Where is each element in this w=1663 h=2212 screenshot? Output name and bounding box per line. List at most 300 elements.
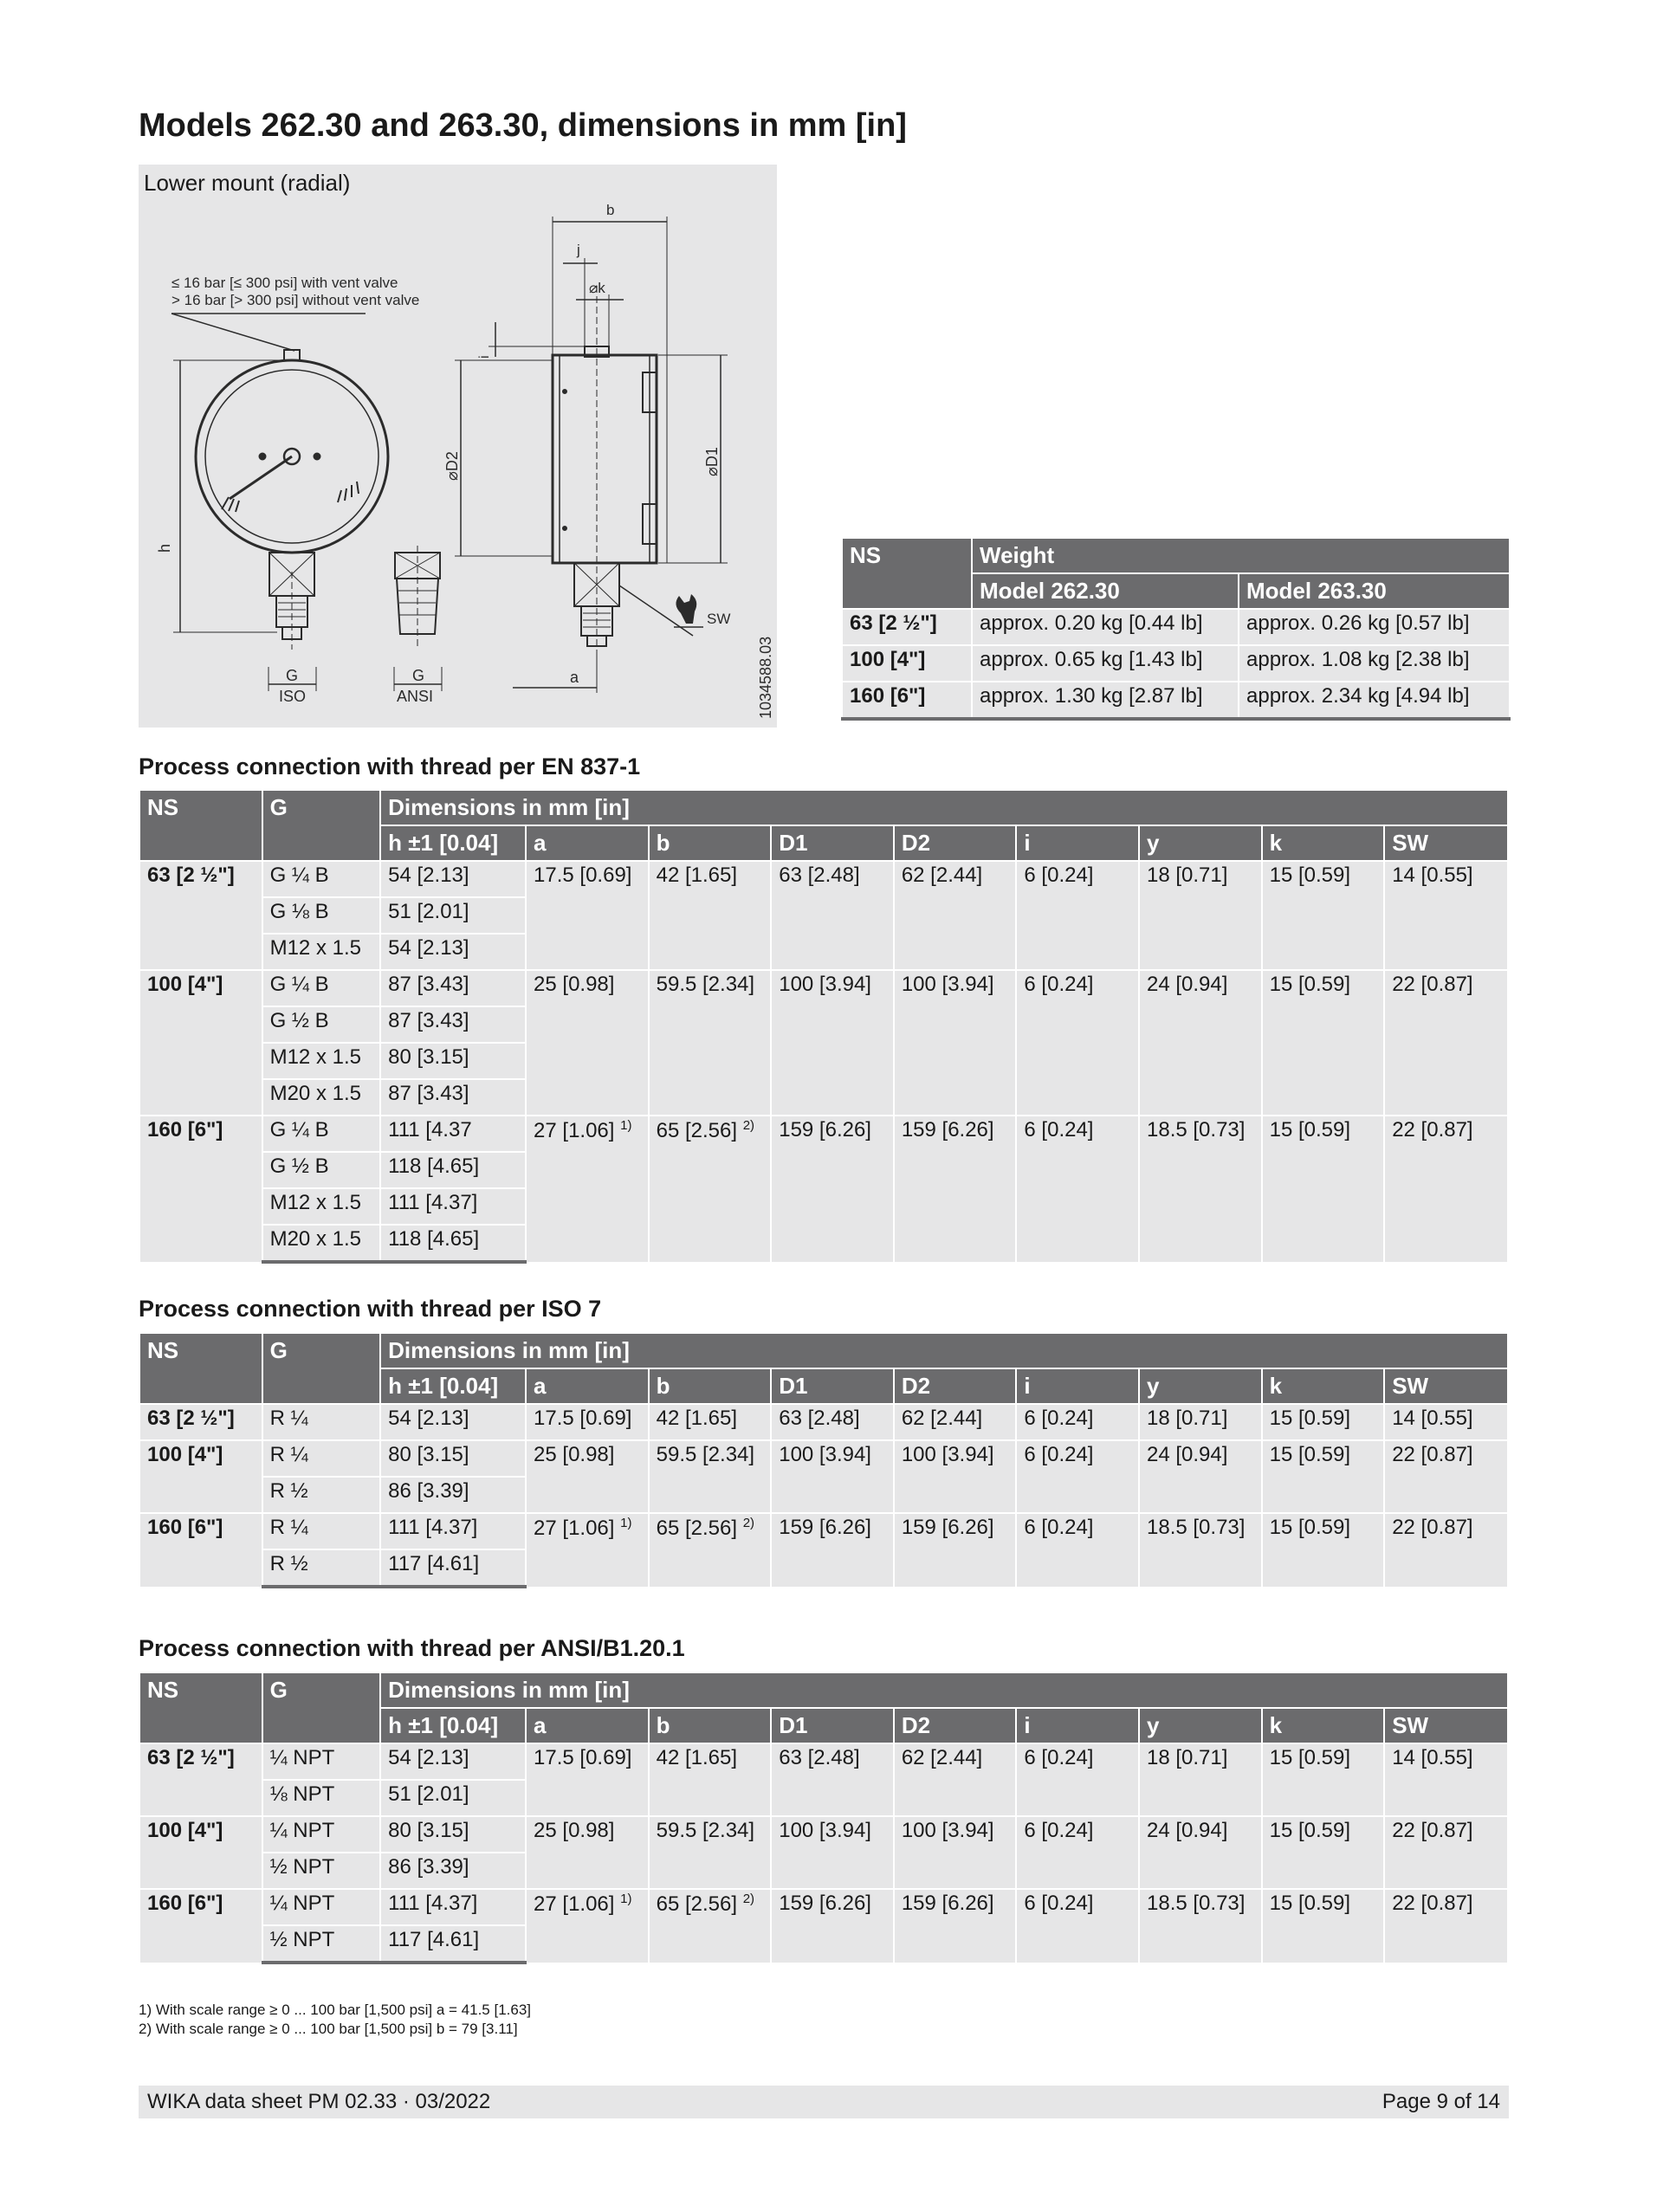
cell-value: 15 [0.59] [1269,1407,1351,1430]
label-j: j [577,242,580,258]
cell-sw [1384,1513,1508,1587]
cell-y [1139,1116,1262,1262]
table-row [139,1440,1508,1477]
weight-cell-ns: 160 [6"] [842,682,972,719]
cell-d2 [894,1743,1017,1816]
cell-value: 22 [0.87] [1392,1118,1473,1142]
cell-h: 54 [2.13] [380,1404,526,1440]
cell-value: 42 [1.65] [656,1407,738,1430]
weight-row [842,609,1510,645]
cell-i [1016,861,1139,970]
ansi-dimension-table [139,1672,1509,1964]
cell-i [1016,1404,1139,1440]
cell-h: 86 [3.39] [380,1477,526,1513]
cell-h: 87 [3.43] [380,1079,526,1116]
header-g: G [262,790,381,861]
header-dimensions: Dimensions in mm [in] [380,1672,1508,1708]
cell-k [1262,861,1385,970]
cell-g: M12 x 1.5 [262,934,381,970]
cell-a [526,970,649,1116]
cell-i [1016,1513,1139,1587]
cell-value: 22 [0.87] [1392,1892,1473,1915]
cell-sw [1384,1889,1508,1963]
cell-h: 117 [4.61] [380,1925,526,1963]
label-k: ⌀k [589,280,605,296]
label-g-iso: G [286,667,299,684]
cell-k [1262,1116,1385,1262]
cell-value: 27 [1.06] [534,1892,615,1916]
header-ns: NS [139,790,262,861]
header-k: k [1262,1708,1385,1743]
header-y: y [1139,825,1262,861]
header-y: y [1139,1368,1262,1404]
cell-value: 63 [2.48] [779,1407,860,1430]
cell-h: 87 [3.43] [380,970,526,1006]
weight-row [842,645,1510,682]
weight-table [841,537,1511,721]
table-row [139,1743,1508,1780]
cell-d1 [771,1116,894,1262]
cell-g: R ½ [262,1549,381,1587]
weight-cell-model-262: approx. 0.65 kg [1.43 lb] [972,645,1239,682]
cell-y [1139,1513,1262,1587]
weight-cell-model-263: approx. 1.08 kg [2.38 lb] [1239,645,1510,682]
table-row [139,1404,1508,1440]
cell-h: 118 [4.65] [380,1225,526,1262]
cell-h: 54 [2.13] [380,861,526,897]
cell-value: 18.5 [0.73] [1147,1516,1246,1539]
cell-a [526,1816,649,1889]
cell-d2 [894,1404,1017,1440]
cell-value: 59.5 [2.34] [656,1819,755,1842]
cell-g: R ½ [262,1477,381,1513]
cell-i [1016,1440,1139,1513]
gauge-drawing-svg [139,165,777,728]
cell-g: M20 x 1.5 [262,1079,381,1116]
cell-d1 [771,1889,894,1963]
cell-value: 6 [0.24] [1024,863,1094,887]
en837-dimension-table [139,789,1509,1264]
cell-g: ½ NPT [262,1853,381,1889]
footnote-ref: 1) [620,1892,632,1906]
cell-value: 6 [0.24] [1024,1516,1094,1539]
footnotes [139,2001,531,2039]
cell-value: 22 [0.87] [1392,1443,1473,1466]
cell-value: 65 [2.56] [656,1517,738,1540]
header-i: i [1016,825,1139,861]
cell-value: 42 [1.65] [656,863,738,887]
page-footer [139,2086,1509,2118]
cell-value: 15 [0.59] [1269,1892,1351,1915]
weight-header-model-263: Model 263.30 [1239,573,1510,609]
cell-value: 22 [0.87] [1392,973,1473,996]
cell-b [649,1404,772,1440]
cell-ns: 63 [2 ½"] [139,861,262,970]
cell-d2 [894,1116,1017,1262]
cell-ns: 63 [2 ½"] [139,1404,262,1440]
cell-i [1016,1116,1139,1262]
label-h: h [156,543,173,553]
cell-value: 18 [0.71] [1147,1746,1228,1769]
cell-value: 6 [0.24] [1024,1407,1094,1430]
cell-h: 111 [4.37] [380,1889,526,1925]
header-i: i [1016,1368,1139,1404]
cell-y [1139,1440,1262,1513]
cell-y [1139,970,1262,1116]
header-i: i [1016,1708,1139,1743]
header-k: k [1262,825,1385,861]
label-a: a [570,669,579,686]
cell-ns: 100 [4"] [139,1440,262,1513]
cell-k [1262,970,1385,1116]
header-a: a [526,1368,649,1404]
gauge-side-view [553,286,657,658]
cell-ns: 100 [4"] [139,1816,262,1889]
cell-value: 15 [0.59] [1269,973,1351,996]
cell-y [1139,861,1262,970]
label-g-ansi: G [412,667,425,684]
cell-value: 17.5 [0.69] [534,1746,632,1769]
header-dimensions: Dimensions in mm [in] [380,790,1508,825]
cell-g: ¼ NPT [262,1816,381,1853]
cell-h: 111 [4.37] [380,1513,526,1549]
cell-b [649,1116,772,1262]
cell-g: R ¼ [262,1513,381,1549]
header-sw: SW [1384,1708,1508,1743]
header-b: b [649,825,772,861]
section-title-iso7: Process connection with thread per ISO 7 [139,1296,602,1322]
cell-y [1139,1816,1262,1889]
cell-i [1016,970,1139,1116]
cell-value: 27 [1.06] [534,1119,615,1142]
cell-value: 25 [0.98] [534,1443,615,1466]
cell-value: 17.5 [0.69] [534,863,632,887]
cell-value: 6 [0.24] [1024,973,1094,996]
cell-g: M12 x 1.5 [262,1043,381,1079]
label-iso: ISO [279,688,307,705]
footnote-ref: 2) [742,1516,755,1530]
header-d2: D2 [894,1368,1017,1404]
cell-value: 100 [3.94] [779,1443,871,1466]
cell-value: 159 [6.26] [901,1118,994,1142]
weight-header-model-262: Model 262.30 [972,573,1239,609]
cell-value: 42 [1.65] [656,1746,738,1769]
cell-g: R ¼ [262,1440,381,1477]
cell-d1 [771,1743,894,1816]
cell-a [526,1440,649,1513]
cell-value: 22 [0.87] [1392,1819,1473,1842]
footnote-2: 2) With scale range ≥ 0 ... 100 bar [1,500 psi] b = 79 [3.11] [139,2021,518,2037]
cell-value: 14 [0.55] [1392,863,1473,887]
cell-i [1016,1743,1139,1816]
cell-value: 6 [0.24] [1024,1746,1094,1769]
cell-value: 62 [2.44] [901,863,983,887]
header-b: b [649,1708,772,1743]
cell-value: 22 [0.87] [1392,1516,1473,1539]
cell-h: 51 [2.01] [380,1780,526,1816]
header-d1: D1 [771,1708,894,1743]
cell-a [526,1116,649,1262]
cell-d2 [894,970,1017,1116]
cell-ns: 160 [6"] [139,1513,262,1587]
cell-value: 24 [0.94] [1147,1443,1228,1466]
label-d1: ⌀D1 [703,447,721,476]
cell-value: 159 [6.26] [901,1516,994,1539]
cell-k [1262,1440,1385,1513]
cell-h: 111 [4.37 [380,1116,526,1152]
cell-value: 15 [0.59] [1269,1746,1351,1769]
cell-g: R ¼ [262,1404,381,1440]
cell-h: 86 [3.39] [380,1853,526,1889]
cell-sw [1384,970,1508,1116]
header-d1: D1 [771,825,894,861]
table-row [139,1816,1508,1853]
cell-value: 24 [0.94] [1147,1819,1228,1842]
cell-g: G ⅛ B [262,897,381,934]
cell-value: 6 [0.24] [1024,1892,1094,1915]
weight-row [842,682,1510,719]
cell-d2 [894,1889,1017,1963]
cell-k [1262,1513,1385,1587]
cell-value: 18 [0.71] [1147,863,1228,887]
weight-header-weight: Weight [972,538,1510,573]
footnote-ref: 2) [742,1118,755,1133]
header-row [139,1672,1508,1708]
header-d2: D2 [894,1708,1017,1743]
header-row [139,1333,1508,1368]
cell-value: 24 [0.94] [1147,973,1228,996]
cell-k [1262,1404,1385,1440]
cell-h: 118 [4.65] [380,1152,526,1188]
cell-y [1139,1743,1262,1816]
cell-g: G ½ B [262,1006,381,1043]
cell-value: 65 [2.56] [656,1892,738,1916]
cell-a [526,1743,649,1816]
cell-g: M12 x 1.5 [262,1188,381,1225]
header-row [139,790,1508,825]
cell-g: ¼ NPT [262,1743,381,1780]
cell-b [649,861,772,970]
cell-h: 117 [4.61] [380,1549,526,1587]
label-d2: ⌀D2 [443,451,461,481]
weight-cell-ns: 63 [2 ½"] [842,609,972,645]
cell-value: 25 [0.98] [534,973,615,996]
header-y: y [1139,1708,1262,1743]
cell-h: 51 [2.01] [380,897,526,934]
cell-value: 65 [2.56] [656,1119,738,1142]
cell-value: 15 [0.59] [1269,863,1351,887]
cell-value: 159 [6.26] [779,1892,871,1915]
cell-g: M20 x 1.5 [262,1225,381,1262]
weight-cell-model-263: approx. 0.26 kg [0.57 lb] [1239,609,1510,645]
cell-ns: 160 [6"] [139,1116,262,1262]
vent-note-1: ≤ 16 bar [≤ 300 psi] with vent valve [171,275,398,291]
cell-sw [1384,1440,1508,1513]
cell-value: 62 [2.44] [901,1407,983,1430]
footnote-ref: 1) [620,1516,632,1530]
header-d2: D2 [894,825,1017,861]
header-sw: SW [1384,1368,1508,1404]
cell-k [1262,1816,1385,1889]
header-g: G [262,1333,381,1404]
header-a: a [526,825,649,861]
cell-value: 6 [0.24] [1024,1118,1094,1142]
cell-value: 15 [0.59] [1269,1443,1351,1466]
cell-ns: 160 [6"] [139,1889,262,1963]
cell-d1 [771,970,894,1116]
label-ansi: ANSI [397,688,434,705]
cell-value: 100 [3.94] [779,1819,871,1842]
cell-d1 [771,861,894,970]
cell-h: 54 [2.13] [380,1743,526,1780]
cell-b [649,970,772,1116]
cell-value: 14 [0.55] [1392,1407,1473,1430]
cell-value: 100 [3.94] [901,1443,994,1466]
cell-a [526,1889,649,1963]
cell-value: 159 [6.26] [779,1118,871,1142]
cell-h: 80 [3.15] [380,1043,526,1079]
cell-b [649,1889,772,1963]
vent-note-2: > 16 bar [> 300 psi] without vent valve [171,292,420,308]
cell-h: 111 [4.37] [380,1188,526,1225]
cell-y [1139,1889,1262,1963]
cell-sw [1384,1404,1508,1440]
cell-d1 [771,1816,894,1889]
footnote-ref: 2) [742,1892,755,1906]
ansi-socket-view [395,546,440,650]
header-sw: SW [1384,825,1508,861]
label-i: i [477,355,492,359]
cell-value: 159 [6.26] [901,1892,994,1915]
cell-k [1262,1889,1385,1963]
cell-d1 [771,1404,894,1440]
weight-cell-model-262: approx. 1.30 kg [2.87 lb] [972,682,1239,719]
header-ns: NS [139,1672,262,1743]
header-k: k [1262,1368,1385,1404]
dimension-drawing [139,165,777,728]
cell-i [1016,1816,1139,1889]
cell-sw [1384,1743,1508,1816]
cell-d1 [771,1513,894,1587]
cell-ns: 100 [4"] [139,970,262,1116]
label-b: b [606,202,615,218]
cell-b [649,1440,772,1513]
cell-value: 59.5 [2.34] [656,1443,755,1466]
gauge-front-view [196,350,388,650]
cell-value: 18.5 [0.73] [1147,1892,1246,1915]
cell-g: G ¼ B [262,1116,381,1152]
cell-h: 80 [3.15] [380,1816,526,1853]
header-b: b [649,1368,772,1404]
header-h: h ±1 [0.04] [380,1368,526,1404]
cell-b [649,1743,772,1816]
footnote-1: 1) With scale range ≥ 0 ... 100 bar [1,500 psi] a = 41.5 [1.63] [139,2002,532,2018]
cell-sw [1384,861,1508,970]
cell-value: 100 [3.94] [901,973,994,996]
cell-y [1139,1404,1262,1440]
weight-cell-model-263: approx. 2.34 kg [4.94 lb] [1239,682,1510,719]
cell-g: G ¼ B [262,970,381,1006]
cell-ns: 63 [2 ½"] [139,1743,262,1816]
cell-g: ½ NPT [262,1925,381,1963]
cell-value: 62 [2.44] [901,1746,983,1769]
header-h: h ±1 [0.04] [380,825,526,861]
cell-h: 80 [3.15] [380,1440,526,1477]
cell-d2 [894,1816,1017,1889]
cell-value: 63 [2.48] [779,863,860,887]
footnote-ref: 1) [620,1118,632,1133]
cell-value: 100 [3.94] [901,1819,994,1842]
header-d1: D1 [771,1368,894,1404]
cell-sw [1384,1816,1508,1889]
cell-a [526,1513,649,1587]
weight-header-ns: NS [842,538,972,609]
cell-g: G ¼ B [262,861,381,897]
cell-b [649,1816,772,1889]
cell-value: 100 [3.94] [779,973,871,996]
drawing-caption: Lower mount (radial) [144,170,351,196]
footer-document-id: WIKA data sheet PM 02.33 · 03/2022 [147,2090,491,2113]
header-dimensions: Dimensions in mm [in] [380,1333,1508,1368]
table-row [139,1116,1508,1152]
cell-g: ¼ NPT [262,1889,381,1925]
section-title-ansi: Process connection with thread per ANSI/B1.20.1 [139,1635,685,1661]
cell-value: 18 [0.71] [1147,1407,1228,1430]
cell-value: 15 [0.59] [1269,1118,1351,1142]
weight-cell-model-262: approx. 0.20 kg [0.44 lb] [972,609,1239,645]
cell-value: 14 [0.55] [1392,1746,1473,1769]
cell-sw [1384,1116,1508,1262]
table-row [139,1889,1508,1925]
cell-d2 [894,861,1017,970]
cell-d2 [894,1513,1017,1587]
cell-value: 18.5 [0.73] [1147,1118,1246,1142]
cell-h: 54 [2.13] [380,934,526,970]
page-title: Models 262.30 and 263.30, dimensions in mm [in] [139,107,907,144]
header-ns: NS [139,1333,262,1404]
cell-k [1262,1743,1385,1816]
cell-value: 27 [1.06] [534,1517,615,1540]
label-sw: SW [707,611,731,627]
cell-d2 [894,1440,1017,1513]
cell-value: 17.5 [0.69] [534,1407,632,1430]
cell-value: 25 [0.98] [534,1819,615,1842]
table-row [139,970,1508,1006]
section-title-en837: Process connection with thread per EN 837-1 [139,754,641,779]
cell-a [526,861,649,970]
iso7-dimension-table [139,1332,1509,1588]
cell-g: ⅛ NPT [262,1780,381,1816]
header-a: a [526,1708,649,1743]
cell-value: 15 [0.59] [1269,1516,1351,1539]
cell-value: 6 [0.24] [1024,1443,1094,1466]
header-h: h ±1 [0.04] [380,1708,526,1743]
cell-value: 6 [0.24] [1024,1819,1094,1842]
cell-i [1016,1889,1139,1963]
cell-value: 63 [2.48] [779,1746,860,1769]
drawing-number: 1034588.03 [757,636,774,719]
table-row [139,861,1508,897]
cell-h: 87 [3.43] [380,1006,526,1043]
cell-a [526,1404,649,1440]
cell-g: G ½ B [262,1152,381,1188]
cell-value: 159 [6.26] [779,1516,871,1539]
cell-d1 [771,1440,894,1513]
weight-cell-ns: 100 [4"] [842,645,972,682]
cell-b [649,1513,772,1587]
header-g: G [262,1672,381,1743]
footer-page-number: Page 9 of 14 [1382,2090,1500,2113]
